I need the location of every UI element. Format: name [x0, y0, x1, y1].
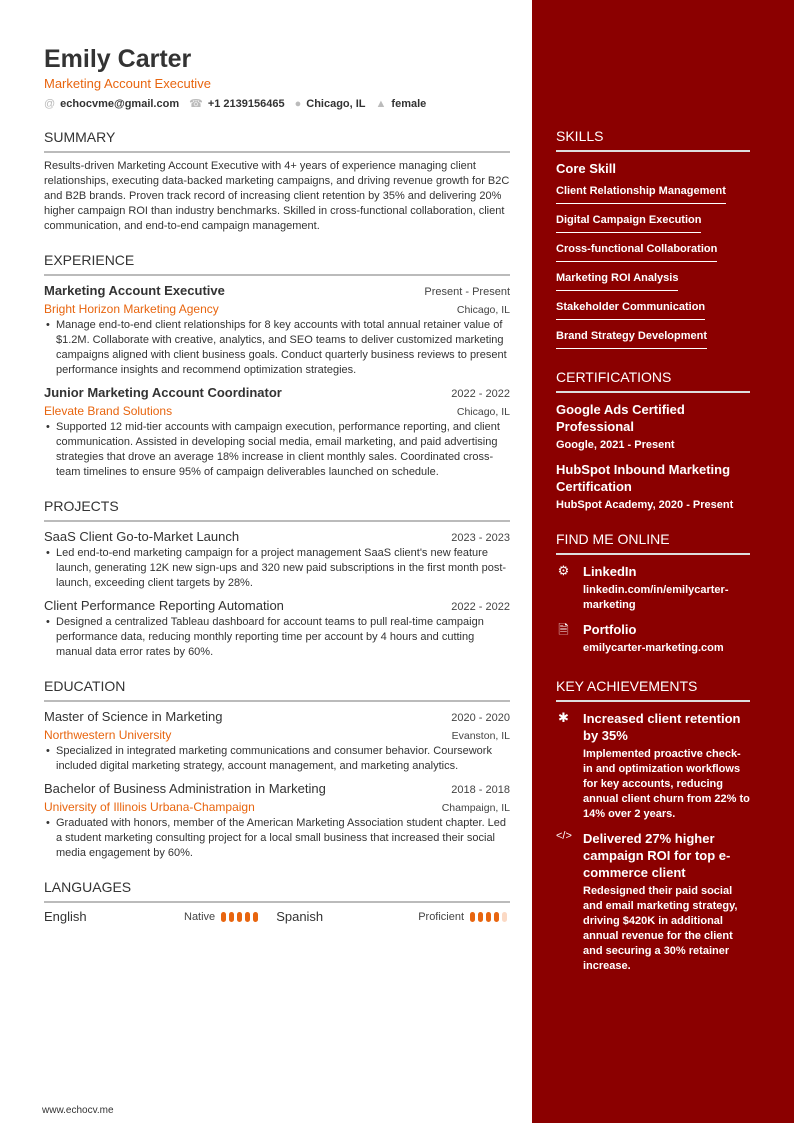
skills-list	[556, 181, 750, 355]
edu-bullet: • Graduated with honors, member of the American Marketing Association student chapter. Led a student marketing consulting project for a local small business that increased their social media engagement by 60%.	[44, 816, 510, 861]
online-name: LinkedIn	[583, 564, 637, 579]
skill-item: Cross-functional Collaboration	[556, 242, 717, 262]
bug-icon: ✱	[558, 710, 569, 725]
achievements-heading: KEY ACHIEVEMENTS	[556, 678, 750, 702]
project-item	[44, 597, 510, 660]
job-bullet: • Supported 12 mid-tier accounts with campaign execution, performance reporting, and client communication. Assisted in developing social media, email marketing, and paid advertising strategies that drove an average 18% increase in client monthly sales. Coordinated cross-team timelines to ensure 95% of campaign deliverables launched on schedule.	[44, 420, 510, 480]
school: Northwestern University	[44, 728, 172, 742]
rating-dot	[486, 912, 491, 922]
degree: Bachelor of Business Administration in Marketing	[44, 781, 326, 796]
projects-heading: PROJECTS	[44, 498, 510, 522]
job-role: Marketing Account Executive	[44, 283, 225, 298]
rating-dot	[470, 912, 475, 922]
certification-item	[556, 461, 750, 513]
certifications-heading: CERTIFICATIONS	[556, 369, 750, 393]
footer-url[interactable]: www.echocv.me	[42, 1105, 114, 1116]
job-role: Junior Marketing Account Coordinator	[44, 385, 282, 400]
experience-item	[44, 384, 510, 480]
sidebar	[532, 0, 794, 1123]
edu-bullet: • Specialized in integrated marketing communications and consumer behavior. Coursework included digital marketing strategy, account management, and marketing analytics.	[44, 744, 510, 774]
job-org: Bright Horizon Marketing Agency	[44, 302, 219, 316]
achievement-item	[556, 710, 750, 822]
rating-dot	[253, 912, 258, 922]
job-dates: Present - Present	[424, 286, 510, 298]
education-item	[44, 780, 510, 861]
experience-item	[44, 282, 510, 378]
project-dates: 2023 - 2023	[451, 532, 510, 544]
edu-dates: 2020 - 2020	[451, 712, 510, 724]
rating-dot	[245, 912, 250, 922]
gear-icon: ⚙	[557, 563, 570, 578]
job-location: Chicago, IL	[456, 406, 510, 418]
cert-detail: HubSpot Academy, 2020 - Present	[556, 499, 734, 511]
rating-dot	[494, 912, 499, 922]
summary-heading: SUMMARY	[44, 129, 510, 153]
experience-heading: EXPERIENCE	[44, 252, 510, 276]
skill-group: Core Skill	[556, 161, 616, 176]
phone[interactable]: +1 2139156465	[207, 98, 285, 110]
contact-row	[44, 97, 510, 111]
language-rating	[221, 912, 258, 922]
rating-dot	[478, 912, 483, 922]
certification-item	[556, 401, 750, 453]
achievement-title: Increased client retention by 35%	[583, 711, 741, 743]
cert-name: HubSpot Inbound Marketing Certification	[556, 462, 731, 494]
language-name: English	[44, 909, 87, 924]
project-bullet: • Led end-to-end marketing campaign for a project management SaaS client's new feature launch, generating 12K new sign-ups and 320 new paid subscriptions in the first month post-launch, exceeding client targets by 28%.	[44, 546, 510, 591]
candidate-title: Marketing Account Executive	[44, 76, 211, 91]
language-level: Proficient	[418, 910, 465, 923]
online-heading: FIND ME ONLINE	[556, 531, 750, 555]
skill-item: Brand Strategy Development	[556, 329, 707, 349]
project-name: Client Performance Reporting Automation	[44, 598, 284, 613]
education-item	[44, 708, 510, 774]
job-dates: 2022 - 2022	[451, 388, 510, 400]
at-icon: @	[44, 98, 56, 110]
online-url[interactable]: emilycarter-marketing.com	[583, 642, 724, 654]
education-heading: EDUCATION	[44, 678, 510, 702]
location-pin-icon: ●	[294, 98, 302, 110]
job-location: Chicago, IL	[456, 304, 510, 316]
school: University of Illinois Urbana-Champaign	[44, 800, 255, 814]
project-item	[44, 528, 510, 591]
project-name: SaaS Client Go-to-Market Launch	[44, 529, 240, 544]
location: Chicago, IL	[306, 98, 366, 110]
phone-icon: ☎	[189, 98, 203, 110]
candidate-name: Emily Carter	[44, 45, 192, 73]
language-rating	[470, 912, 507, 922]
language-level: Native	[184, 910, 216, 923]
gender: female	[391, 98, 427, 110]
edu-dates: 2018 - 2018	[451, 784, 510, 796]
achievement-title: Delivered 27% higher campaign ROI for top e-commerce client	[583, 831, 731, 880]
edu-location: Champaign, IL	[441, 802, 510, 814]
skills-heading: SKILLS	[556, 128, 750, 152]
skill-item: Digital Campaign Execution	[556, 213, 701, 233]
online-item[interactable]	[556, 563, 750, 613]
project-bullet: • Designed a centralized Tableau dashboard for account teams to pull real-time campaign performance data, reducing monthly reporting time per account by 4 hours and cutting manual data error rates by 60%.	[44, 615, 510, 660]
achievement-text: Implemented proactive check-in and optimization workflows for key accounts, reducing annual client churn from 22% to 14% over 2 years.	[583, 748, 750, 820]
languages-heading: LANGUAGES	[44, 879, 510, 903]
summary-text: Results-driven Marketing Account Executive with 4+ years of experience managing client relationships, executing data-backed marketing campaigns, and driving revenue growth for B2C and B2B brands. Proven track record of increasing client retention by 35% and delivering 20% higher campaign ROI than industry benchmarks. Skilled in cross-functional collaboration, client communication, and end-to-end campaign management.	[44, 160, 510, 232]
file-icon: 🗎	[558, 622, 569, 637]
main-column	[44, 44, 510, 924]
rating-dot	[221, 912, 226, 922]
job-bullet: • Manage end-to-end client relationships for 8 key accounts with total annual retainer value of $1.2M. Collaborate with creative, analytics, and SEO teams to deliver customized marketing campaigns aligned with client business goals. Conduct quarterly business reviews to present performance insights and recommend optimization strategies.	[44, 318, 510, 378]
skill-item: Stakeholder Communication	[556, 300, 705, 320]
languages-row	[44, 909, 510, 924]
achievement-item	[556, 830, 750, 974]
language-name: Spanish	[276, 909, 324, 924]
person-icon: ▲	[375, 98, 387, 110]
rating-dot	[229, 912, 234, 922]
rating-dot	[237, 912, 242, 922]
email[interactable]: echocvme@gmail.com	[60, 98, 180, 110]
code-icon: </>	[556, 830, 572, 842]
skill-item: Marketing ROI Analysis	[556, 271, 678, 291]
online-url[interactable]: linkedin.com/in/emilycarter-marketing	[583, 584, 729, 611]
job-org: Elevate Brand Solutions	[44, 404, 173, 418]
degree: Master of Science in Marketing	[44, 709, 223, 724]
project-dates: 2022 - 2022	[451, 601, 510, 613]
rating-dot	[502, 912, 507, 922]
cert-name: Google Ads Certified Professional	[556, 402, 685, 434]
skill-item: Client Relationship Management	[556, 184, 726, 204]
edu-location: Evanston, IL	[451, 730, 510, 742]
achievement-text: Redesigned their paid social and email marketing strategy, driving $420K in additional annual revenue for the client and securing a 30% retainer increase.	[583, 885, 738, 972]
online-name: Portfolio	[583, 622, 637, 637]
cert-detail: Google, 2021 - Present	[556, 439, 675, 451]
online-item[interactable]	[556, 621, 750, 656]
